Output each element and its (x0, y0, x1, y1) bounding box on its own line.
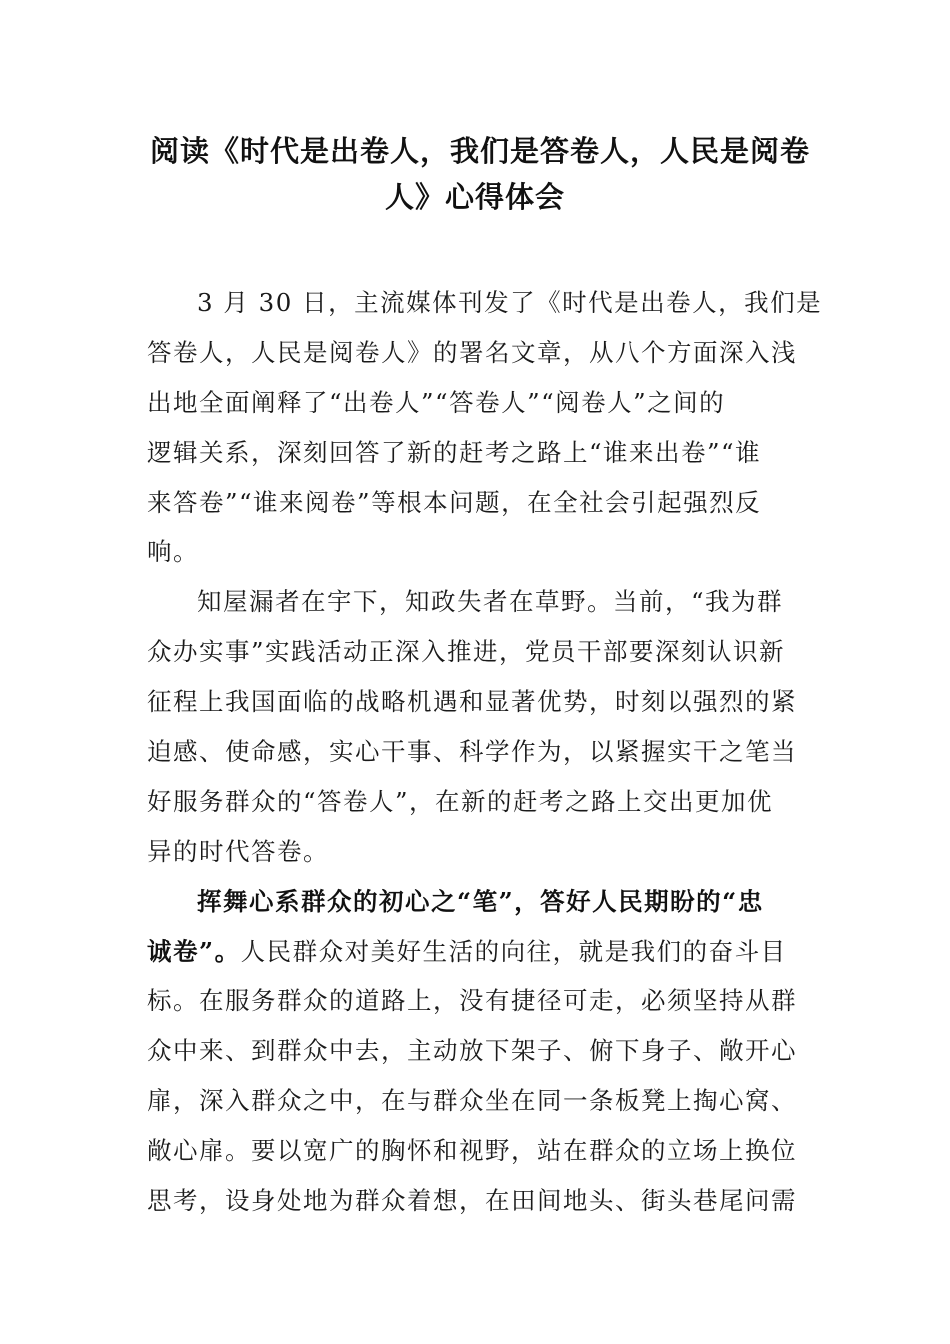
text-segment: 人民群众对美好生活的向往，就是我们的奋斗目 (240, 936, 787, 966)
paragraph-1 (147, 278, 823, 577)
title-line: 阅读《时代是出卷人，我们是答卷人，人民是阅卷 (150, 134, 811, 168)
text-line: 扉，深入群众之中，在与群众坐在同一条板凳上掏心窝、 (147, 1086, 797, 1116)
paragraph-3 (147, 877, 797, 1226)
text-line: 异的时代答卷。 (147, 836, 329, 866)
text-line (147, 927, 787, 977)
title-line: 人》心得体会 (384, 180, 565, 214)
text-line: 3 月 30 日，主流媒体刊发了《时代是出卷人，我们是 (197, 288, 823, 317)
text-line: 思考，设身处地为群众着想，在田间地头、街头巷尾问需 (147, 1186, 797, 1216)
text-line: 迫感、使命感，实心干事、科学作为，以紧握实干之笔当 (147, 737, 797, 767)
document-title (150, 128, 811, 220)
text-line: 征程上我国面临的战略机遇和显著优势，时刻以强烈的紧 (147, 687, 797, 717)
paragraph-2 (147, 577, 797, 876)
text-line: 众办实事”实践活动正深入推进，党员干部要深刻认识新 (147, 637, 786, 667)
text-line: 出地全面阐释了“出卷人”“答卷人”“阅卷人”之间的 (147, 387, 726, 417)
text-line: 答卷人，人民是阅卷人》的署名文章，从八个方面深入浅 (147, 337, 797, 367)
text-line: 敞心扉。要以宽广的胸怀和视野，站在群众的立场上换位 (147, 1136, 797, 1166)
text-line: 逻辑关系，深刻回答了新的赶考之路上“谁来出卷”“谁 (147, 437, 762, 467)
text-line: 众中来、到群众中去，主动放下架子、俯下身子、敞开心 (147, 1036, 797, 1066)
text-line: 来答卷”“谁来阅卷”等根本问题，在全社会引起强烈反 (147, 487, 762, 517)
text-line: 知屋漏者在宇下，知政失者在草野。当前，“我为群 (197, 587, 784, 617)
bold-heading-tail: 诚卷”。 (147, 936, 241, 966)
bold-heading-line: 挥舞心系群众的初心之“笔”，答好人民期盼的“忠 (197, 886, 764, 916)
text-line: 好服务群众的“答卷人”，在新的赶考之路上交出更加优 (147, 786, 774, 816)
document-body (147, 278, 823, 1226)
text-line: 响。 (147, 537, 199, 567)
text-line: 标。在服务群众的道路上，没有捷径可走，必须坚持从群 (147, 986, 797, 1016)
